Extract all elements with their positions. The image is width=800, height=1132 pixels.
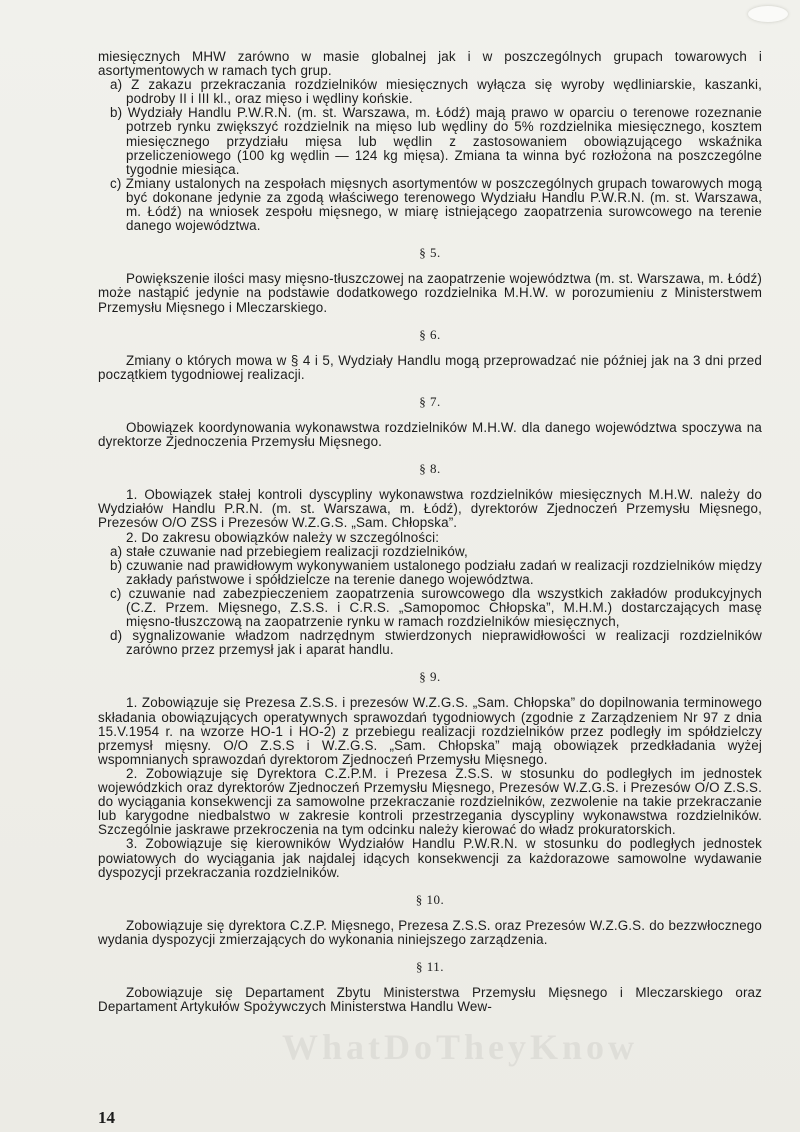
- list-item-c: c) Zmiany ustalonych na zespołach mięsnych asortymentów w poszczególnych grupach towarowych mogą być dokonane jedynie za zgodą właściwego terenowego Wydziału Handlu P.W.R.N. (m. st. Warszawa, m. Łódź) na wniosek zespołu mięsnego, w miarę istniejącego zaopatrzenia surowcowego na terenie danego województwa.: [110, 175, 762, 234]
- list-item-b: b) Wydziały Handlu P.W.R.N. (m. st. Warszawa, m. Łódź) mają prawo w oparciu o terenowe rozeznanie potrzeb rynku zwiększyć rozdzielnik na mięso lub wędliny do 5% rozdzielnika miesięcznego, kosztem miesięcznego przydziału mięsa lub wędlin z zastosowaniem obowiązującego wskaźnika przeliczeniowego (100 kg wędlin — 124 kg mięsa). Zmiana ta winna być rozłożona na poszczególne tygodnie miesiąca.: [110, 105, 762, 177]
- paragraph-section-5: Powiększenie ilości masy mięsno-tłuszczowej na zaopatrzenie województwa (m. st. Warszawa, m. Łódź) może nastąpić jedynie na podstawie dodatkowego rozdzielnika M.H.W. w porozumieniu z Ministerstwem Przemysłu Mięsnego i Mleczarskiego.: [98, 271, 762, 315]
- paragraph-section-9-point-2: 2. Zobowiązuje się Dyrektora C.Z.P.M. i Prezesa Z.S.S. w stosunku do podległych im jednostek wojewódzkich oraz dyrektorów Zjednoczeń Przemysłu Mięsnego, Prezesów W.Z.G.S. i Prezesów O/O Z.S.S. do wyciągania konsekwencji za samowolne przekraczanie rozdzielników, zezwolenie na takie przekraczanie lub karygodne niedbalstwo w zakresie kontroli przestrzegania dyscypliny wykonawstwa rozdzielników. Szczególnie jaskrawe przekroczenia na tym odcinku należy kierować do władz prokuratorskich.: [98, 765, 762, 838]
- list-item-8c: c) czuwanie nad zabezpieczeniem zaopatrzenia surowcowego dla wszystkich zakładów produkcyjnych (C.Z. Przem. Mięsnego, Z.S.S. i C.R.S. „Samopomoc Chłopska”, M.H.M.) dostarczających masę mięsno-tłuszczową na zaopatrzenie rynku w ramach rozdzielników miesięcznych,: [110, 585, 762, 630]
- section-heading-8: § 8.: [419, 461, 441, 477]
- section-heading-6: § 6.: [419, 326, 441, 342]
- section-heading-7: § 7.: [419, 393, 441, 409]
- paragraph-continuation: miesięcznych MHW zarówno w masie globalnej jak i w poszczególnych grupach towarowych i asortymentowych w ramach tych grup.: [98, 49, 762, 79]
- section-heading-5: § 5.: [419, 245, 441, 261]
- paragraph-section-11: Zobowiązuje się Departament Zbytu Ministerstwa Przemysłu Mięsnego i Mleczarskiego oraz Departament Artykułów Spożywczych Ministerstwa Handlu Wew-: [98, 985, 762, 1015]
- section-heading-11: § 11.: [415, 958, 445, 974]
- page-number: 14: [98, 1108, 115, 1127]
- paragraph-section-9-point-3: 3. Zobowiązuje się kierowników Wydziałów Handlu P.W.R.N. w stosunku do podległych jednostek powiatowych do wyciągania jak najdalej idących konsekwencji za każdorazowe samowolne wydawanie dyspozycji przekraczania rozdzielników.: [98, 836, 762, 880]
- list-item-8d: d) sygnalizowanie władzom nadrzędnym stwierdzonych nieprawidłowości w realizacji rozdzielników zarówno przez przemysł jak i aparat handlu.: [110, 628, 762, 658]
- list-item-a: a) Z zakazu przekraczania rozdzielników miesięcznych wyłącza się wyroby wędliniarskie, kaszanki, podroby II i III kl., oraz mięso i wędliny końskie.: [110, 77, 762, 107]
- section-heading-9: § 9.: [419, 669, 441, 685]
- paragraph-section-8-point-1: 1. Obowiązek stałej kontroli dyscypliny wykonawstwa rozdzielników miesięcznych M.H.W. należy do Wydziałów Handlu P.R.N. (m. st. Warszawa, m. Łódź), dyrektorów Zjednoczeń Przemysłu Mięsnego, Prezesów O/O ZSS i Prezesów W.Z.G.S. „Sam. Chłopska”.: [98, 487, 762, 531]
- section-heading-10: § 10.: [415, 891, 445, 907]
- paragraph-section-8-point-2: 2. Do zakresu obowiązków należy w szczególności:: [126, 529, 440, 545]
- paragraph-section-6: Zmiany o których mowa w § 4 i 5, Wydziały Handlu mogą przeprowadzać nie później jak na 3 dni przed początkiem tygodniowej realizacji.: [98, 352, 762, 382]
- list-item-8b: b) czuwanie nad prawidłowym wykonywaniem ustalonego podziału zadań w realizacji rozdzielników między zakłady państwowe i spółdzielcze na terenie danego województwa.: [110, 557, 762, 587]
- paragraph-section-7: Obowiązek koordynowania wykonawstwa rozdzielników M.H.W. dla danego województwa spoczywa na dyrektorze Zjednoczenia Przemysłu Mięsnego.: [98, 419, 762, 450]
- list-item-8a: a) stałe czuwanie nad przebiegiem realizacji rozdzielników,: [110, 543, 468, 559]
- paragraph-section-9-point-1: 1. Zobowiązuje się Prezesa Z.S.S. i prezesów W.Z.G.S. „Sam. Chłopska” do dopilnowania terminowego składania obowiązujących operatywnych sprawozdań tygodniowych (zgodnie z Zarządzeniem Nr 97 z dnia 15.V.1954 r. na wzorze HO-1 i HO-2) z przebiegu realizacji rozdzielników przez podległy im spółdzielczy przemysł mięsny. O/O Z.S.S i W.Z.G.S. „Sam. Chłopska” mają obowiązek przedkładania wyżej wspomnianych sprawozdań dyrektorom Zjednoczeń Przemysłu Mięsnego.: [98, 695, 762, 767]
- page-body: [98, 50, 762, 1014]
- paragraph-section-10: Zobowiązuje się dyrektora C.Z.P. Mięsnego, Prezesa Z.S.S. oraz Prezesów W.Z.G.S. do bezzwłocznego wydania dyspozycji zmierzających do wykonania niniejszego zarządzenia.: [98, 917, 762, 947]
- punch-hole: [748, 6, 788, 22]
- watermark: WhatDoTheyKnow: [281, 1027, 639, 1067]
